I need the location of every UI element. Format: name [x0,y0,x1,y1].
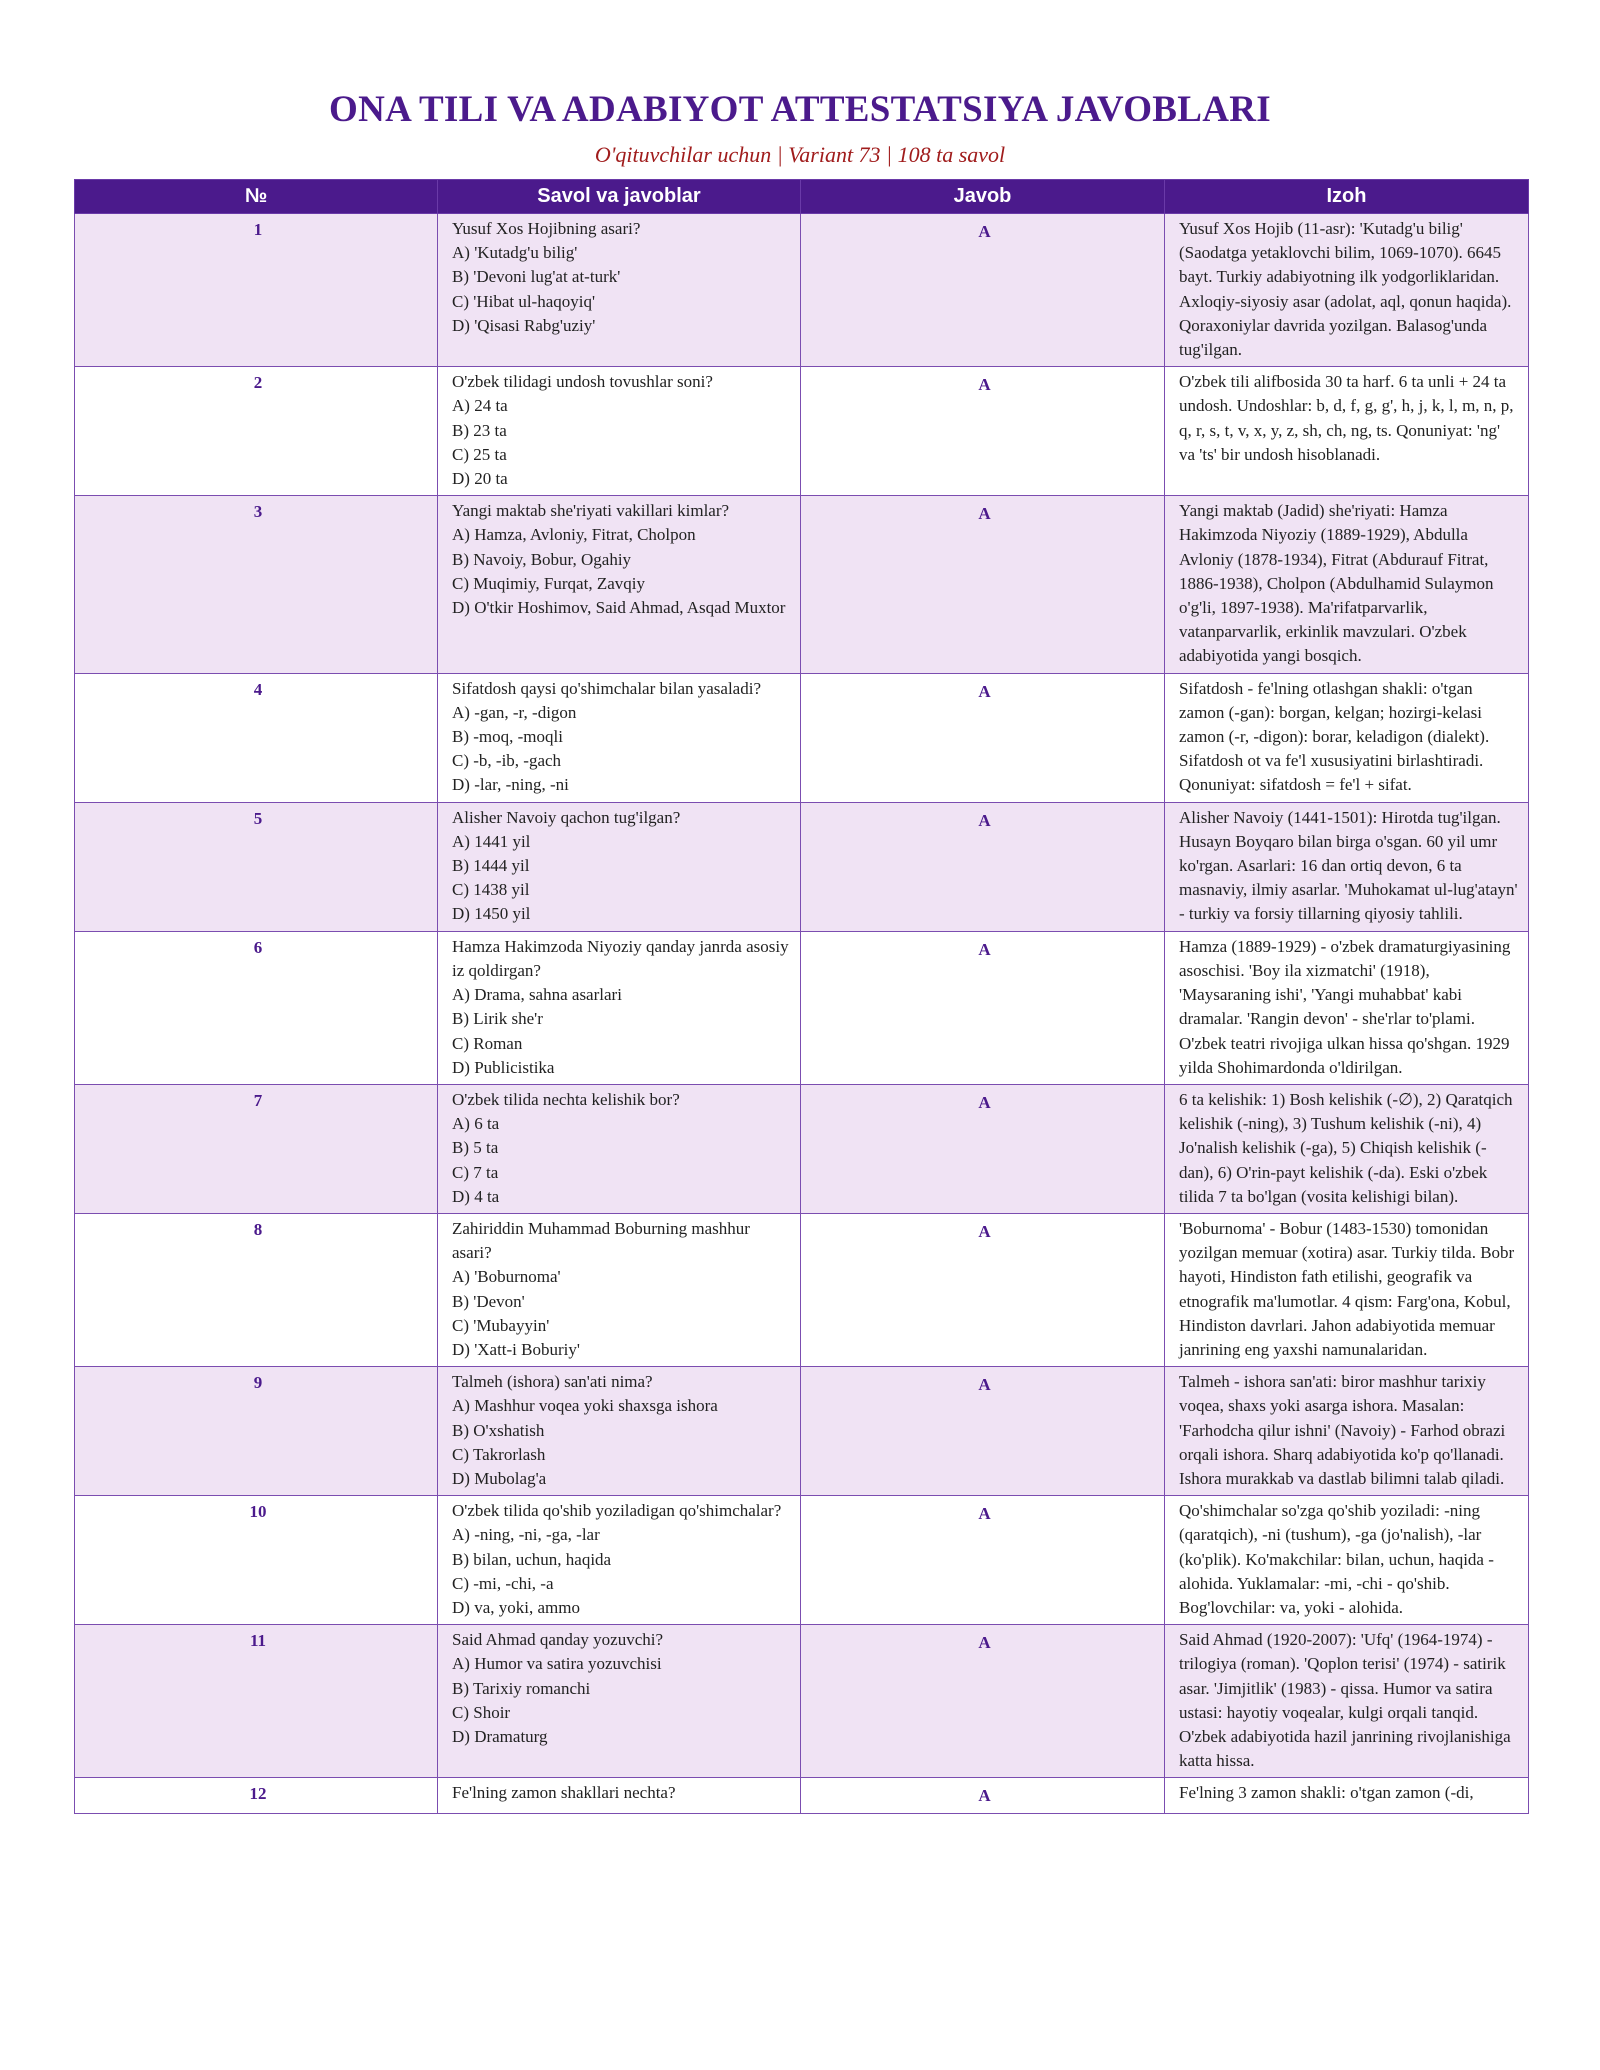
question-cell [438,1778,801,1813]
question-cell [438,1084,801,1213]
answer-option: D) -lar, -ning, -ni [452,775,569,795]
question-cell [438,1367,801,1496]
answer-option: D) Publicistika [452,1057,555,1077]
answer-option: D) 4 ta [452,1186,500,1206]
explanation-note: Qo'shimchalar so'zga qo'shib yoziladi: -ning (qaratqich), -ni (tushum), -ga (jo'nalish), -lar (ko'plik). Ko'makchilar: bilan, uchun, haqida - alohida. Yuklamalar: -mi, -chi - qo'shib. Bog'lovchilar: va, yoki - alohida. [1165,1496,1529,1625]
explanation-note: 6 ta kelishik: 1) Bosh kelishik (-∅), 2) Qaratqich kelishik (-ning), 3) Tushum kelishik (-ni), 4) Jo'nalish kelishik (-ga), 5) Chiqish kelishik (-dan), 6) O'rin-payt kelishik (-da). Eski o'zbek tilida 7 ta bo'lgan (vosita kelishigi bilan). [1165,1084,1529,1213]
column-header-number: № [75,180,438,214]
question-cell [438,802,801,931]
question-number: 3 [75,496,438,673]
answer-option: D) O'tkir Hoshimov, Said Ahmad, Asqad Muxtor [452,598,786,618]
question-cell [438,496,801,673]
question-number: 8 [75,1213,438,1366]
correct-answer: A [801,496,1165,673]
answer-option: C) 25 ta [452,444,507,464]
question-number: 10 [75,1496,438,1625]
column-header-answer: Javob [801,180,1165,214]
answer-option: D) 'Xatt-i Boburiy' [452,1339,580,1359]
answer-option: B) Navoiy, Bobur, Ogahiy [452,549,632,569]
answer-option: C) Roman [452,1033,523,1053]
page-title: ONA TILI VA ADABIYOT ATTESTATSIYA JAVOBLARI [328,89,1271,130]
table-row [75,1625,1529,1778]
answer-option: B) bilan, uchun, haqida [452,1549,612,1569]
question-number: 5 [75,802,438,931]
answer-option: A) Drama, sahna asarlari [452,985,622,1005]
question-number: 6 [75,931,438,1084]
table-row [75,931,1529,1084]
answers-table [74,179,1529,1814]
answer-option: C) 'Hibat ul-haqoyiq' [452,291,596,311]
question-cell [438,367,801,496]
answer-option: B) -moq, -moqli [452,727,563,747]
answer-option: D) 1450 yil [452,904,531,924]
correct-answer: A [801,1213,1165,1366]
correct-answer: A [801,931,1165,1084]
table-row [75,214,1529,367]
question-number: 11 [75,1625,438,1778]
question-cell [438,931,801,1084]
explanation-note: Yusuf Xos Hojib (11-asr): 'Kutadg'u bilig' (Saodatga yetaklovchi bilim, 1069-1070). 6645 bayt. Turkiy adabiyotning ilk yodgorliklaridan. Axloqiy-siyosiy asar (adolat, aql, qonun haqida). Qoraxoniylar davrida yozilgan. Balasog'unda tug'ilgan. [1165,214,1529,367]
answer-option: A) 6 ta [452,1114,500,1134]
question-text: Zahiriddin Muhammad Boburning mashhur asari? [452,1218,750,1263]
answer-option: A) Hamza, Avloniy, Fitrat, Cholpon [452,525,696,545]
question-text: Sifatdosh qaysi qo'shimchalar bilan yasaladi? [452,678,761,698]
answer-option: B) O'xshatish [452,1420,545,1440]
answer-option: C) Takrorlash [452,1444,546,1464]
question-text: Said Ahmad qanday yozuvchi? [452,1630,664,1650]
explanation-note: Alisher Navoiy (1441-1501): Hirotda tug'ilgan. Husayn Boyqaro bilan birga o'sgan. 60 yil umr ko'rgan. Asarlari: 16 dan ortiq devon, 6 ta masnaviy, ilmiy asarlar. 'Muhokamat ul-lug'atayn' - turkiy va forsiy tillarning qiyosiy tahlili. [1165,802,1529,931]
table-row [75,1084,1529,1213]
question-text: Talmeh (ishora) san'ati nima? [452,1372,653,1392]
column-header-note: Izoh [1165,180,1529,214]
question-text: O'zbek tilida nechta kelishik bor? [452,1089,680,1109]
column-header-question: Savol va javoblar [438,180,801,214]
answer-option: D) va, yoki, ammo [452,1597,580,1617]
explanation-note: O'zbek tili alifbosida 30 ta harf. 6 ta unli + 24 ta undosh. Undoshlar: b, d, f, g, g', h, j, k, l, m, n, p, q, r, s, t, v, x, y, z, sh, ch, ng, ts. Qonuniyat: 'ng' va 'ts' bir undosh hisoblanadi. [1165,367,1529,496]
answer-option: D) 20 ta [452,469,508,489]
correct-answer: A [801,367,1165,496]
answer-option: A) Humor va satira yozuvchisi [452,1654,662,1674]
table-row [75,1213,1529,1366]
explanation-note: Fe'lning 3 zamon shakli: o'tgan zamon (-di, [1165,1778,1529,1813]
question-cell [438,1625,801,1778]
question-number: 9 [75,1367,438,1496]
answer-option: A) -gan, -r, -digon [452,702,577,722]
table-row [75,1778,1529,1813]
table-row [75,673,1529,802]
answer-option: C) -b, -ib, -gach [452,751,562,771]
page-subtitle: O'qituvchilar uchun | Variant 73 | 108 ta savol [594,142,1006,167]
answer-option: A) 'Kutadg'u bilig' [452,243,578,263]
question-text: Fe'lning zamon shakllari nechta? [452,1783,676,1803]
answer-option: C) 7 ta [452,1162,499,1182]
correct-answer: A [801,1625,1165,1778]
question-text: Yangi maktab she'riyati vakillari kimlar? [452,501,730,521]
answer-option: C) Muqimiy, Furqat, Zavqiy [452,573,645,593]
question-cell [438,673,801,802]
explanation-note: Talmeh - ishora san'ati: biror mashhur tarixiy voqea, shaxs yoki asarga ishora. Masalan: 'Farhodcha qilur ishni' (Navoiy) - Farhod obrazi orqali ishora. Sharq adabiyotida ko'p qo'llanadi. Ishora murakkab va dastlab bilimni talab qiladi. [1165,1367,1529,1496]
explanation-note: Hamza (1889-1929) - o'zbek dramaturgiyasining asoschisi. 'Boy ila xizmatchi' (1918), 'Maysaraning ishi', 'Yangi muhabbat' kabi dramalar. 'Rangin devon' - she'rlar to'plami. O'zbek teatri rivojiga ulkan hissa qo'shgan. 1929 yilda Shohimardonda o'ldirilgan. [1165,931,1529,1084]
answer-option: A) 'Boburnoma' [452,1267,561,1287]
explanation-note: 'Boburnoma' - Bobur (1483-1530) tomonidan yozilgan memuar (xotira) asar. Turkiy tilda. Bobr hayoti, Hindiston fath etilishi, geografik va etnografik ma'lumotlar. 4 qism: Farg'ona, Kobul, Hindiston davrlari. Jahon adabiyotida memuar janrining eng yaxshi namunalaridan. [1165,1213,1529,1366]
answer-option: C) 'Mubayyin' [452,1315,550,1335]
answer-option: B) 'Devon' [452,1291,525,1311]
question-cell [438,1213,801,1366]
answer-option: C) -mi, -chi, -a [452,1573,554,1593]
answer-option: D) Mubolag'a [452,1468,547,1488]
table-header-row [75,180,1529,214]
correct-answer: A [801,1496,1165,1625]
question-number: 2 [75,367,438,496]
question-number: 7 [75,1084,438,1213]
explanation-note: Said Ahmad (1920-2007): 'Ufq' (1964-1974) - trilogiya (roman). 'Qoplon terisi' (1974) - satirik asar. 'Jimjitlik' (1983) - qissa. Humor va satira ustasi: hayotiy voqealar, kulgi orqali tanqid. O'zbek adabiyotida hazil janrining rivojlanishiga katta hissa. [1165,1625,1529,1778]
answer-option: A) Mashhur voqea yoki shaxsga ishora [452,1396,718,1416]
answer-option: B) 'Devoni lug'at at-turk' [452,267,621,287]
explanation-note: Sifatdosh - fe'lning otlashgan shakli: o'tgan zamon (-gan): borgan, kelgan; hozirgi-kelasi zamon (-r, -digon): borar, keladigon (dialekt). Sifatdosh ot va fe'l xususiyatini birlashtiradi. Qonuniyat: sifatdosh = fe'l + sifat. [1165,673,1529,802]
question-number: 1 [75,214,438,367]
question-cell [438,1496,801,1625]
correct-answer: A [801,1084,1165,1213]
question-text: Yusuf Xos Hojibning asari? [452,219,641,238]
correct-answer: A [801,1778,1165,1813]
correct-answer: A [801,802,1165,931]
answer-option: B) 1444 yil [452,856,530,876]
table-row [75,367,1529,496]
question-number: 4 [75,673,438,802]
answer-option: C) 1438 yil [452,880,530,900]
question-text: Alisher Navoiy qachon tug'ilgan? [452,807,681,827]
question-text: O'zbek tilidagi undosh tovushlar soni? [452,372,713,392]
question-text: O'zbek tilida qo'shib yoziladigan qo'shimchalar? [452,1501,782,1521]
answer-option: A) -ning, -ni, -ga, -lar [452,1525,600,1545]
answer-option: B) Tarixiy romanchi [452,1678,591,1698]
question-number: 12 [75,1778,438,1813]
table-row [75,1367,1529,1496]
correct-answer: A [801,1367,1165,1496]
answer-option: A) 1441 yil [452,831,531,851]
answer-option: B) Lirik she'r [452,1009,543,1029]
correct-answer: A [801,673,1165,802]
answer-option: D) 'Qisasi Rabg'uziy' [452,315,596,335]
answer-option: A) 24 ta [452,396,508,416]
question-text: Hamza Hakimzoda Niyoziy qanday janrda asosiy iz qoldirgan? [452,936,789,980]
correct-answer: A [801,214,1165,367]
table-row [75,1496,1529,1625]
question-cell [438,214,801,367]
explanation-note: Yangi maktab (Jadid) she'riyati: Hamza Hakimzoda Niyoziy (1889-1929), Abdulla Avloniy (1878-1934), Fitrat (Abdurauf Fitrat, 1886-1938), Cholpon (Abdulhamid Sulaymon o'g'li, 1897-1938). Ma'rifatparvarlik, vatanparvarlik, erkinlik mavzulari. O'zbek adabiyotida yangi bosqich. [1165,496,1529,673]
answer-option: B) 5 ta [452,1138,499,1158]
table-row [75,496,1529,673]
answer-option: B) 23 ta [452,420,507,440]
answer-option: C) Shoir [452,1702,511,1722]
table-row [75,802,1529,931]
answer-option: D) Dramaturg [452,1726,548,1746]
